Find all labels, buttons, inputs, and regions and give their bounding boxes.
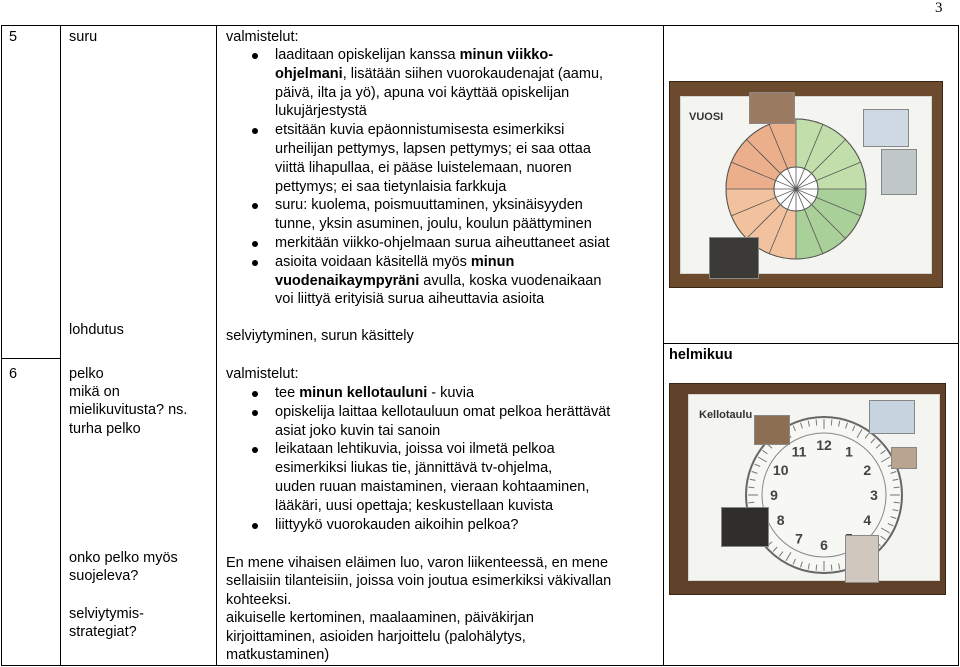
bottom-text-line-2: sellaisiin tilanteisiin, joissa voin joutua esimerkiksi väkivallan (226, 573, 612, 589)
clock-tick (894, 487, 900, 488)
protect-line-1: onko pelko myös (69, 550, 178, 566)
year-wheel-photo (669, 81, 943, 288)
clock-face-label: Kellotaulu (699, 409, 753, 421)
protect-line-2: suojeleva? (69, 568, 139, 584)
row6-topic-line-1: pelko (69, 366, 104, 382)
row6-prep-item: leikataan lehtikuvia, joissa voi ilmetä pelkoa esimerkiksi liukas tie, jännittävä tv-ohjelma, uuden ruuan maistaminen, vieraan kohtaaminen, lääkäri, uusi opettaja; keskustellaan kuvista (248, 440, 610, 515)
bottom-text-line-6: matkustaminen) (226, 647, 330, 663)
bottom-text-line-4: aikuiselle kertominen, maalaaminen, päiväkirjan (226, 610, 534, 626)
clock-tick (748, 502, 754, 503)
month-label: helmikuu (669, 347, 733, 363)
clock-number: 10 (772, 462, 789, 478)
bottom-text-line-5: kirjoittaminen, asioiden harjoittelu (palohälytys, (226, 629, 526, 645)
clock-number: 12 (816, 437, 832, 453)
row5-prep-item: suru: kuolema, poismuuttaminen, yksinäisyyden tunne, yksin asuminen, joulu, koulun päättyminen (248, 196, 610, 234)
row5-prep-label: valmistelut: (226, 29, 299, 45)
row5-prep-list (248, 46, 610, 309)
row5-coping-text: selviytyminen, surun käsittely (226, 328, 414, 344)
row5-prep-item: laaditaan opiskelijan kanssa minun viikko- ohjelmani, lisätään siihen vuorokaudenajat (aamu, päivä, ilta ja yö), apuna voi käyttää opiskelijan lukujärjestystä (248, 46, 610, 121)
clock-number: 7 (795, 530, 803, 547)
row5-prep-item: merkitään viikko-ohjelmaan surua aiheuttaneet asiat (248, 234, 610, 253)
row6-prep-item: liittyykö vuorokauden aikoihin pelkoa? (248, 516, 610, 535)
row5-comfort-label: lohdutus (69, 322, 124, 338)
clock-number: 9 (770, 487, 778, 503)
row6-number: 6 (9, 366, 18, 382)
row6-prep-item: tee minun kellotauluni - kuvia (248, 384, 610, 403)
clock-tick (894, 502, 900, 503)
clock-number: 11 (791, 443, 807, 460)
row6-prep-label: valmistelut: (226, 366, 299, 382)
clock-number: 8 (776, 512, 785, 528)
clock-tick (831, 565, 832, 571)
row6-topic-line-2: mikä on (69, 384, 120, 400)
clock-tick (748, 487, 754, 488)
strategy-line-2: strategiat? (69, 624, 137, 640)
bottom-text-line-3: kohteeksi. (226, 592, 292, 608)
bottom-text-line-1: En mene vihaisen eläimen luo, varon liikenteessä, en mene (226, 555, 609, 571)
clock-number: 4 (863, 512, 872, 528)
clock-tick (816, 419, 817, 425)
clock-number: 6 (820, 537, 828, 553)
year-wheel-label: VUOSI (689, 111, 724, 123)
row5-number: 5 (9, 29, 18, 45)
strategy-line-1: selviytymis- (69, 606, 144, 622)
clock-number: 1 (845, 443, 853, 460)
page-number: 3 (935, 0, 943, 16)
row5-topic: suru (69, 29, 98, 45)
row6-topic-line-3: mielikuvitusta? ns. (69, 402, 188, 418)
row6-prep-list (248, 384, 610, 534)
clock-number: 2 (863, 462, 872, 478)
row6-prep-item: opiskelija laittaa kellotauluun omat pelkoa herättävät asiat joko kuvin tai sanoin (248, 403, 610, 441)
clock-number: 3 (870, 487, 878, 503)
clock-face-photo (669, 383, 946, 595)
row5-prep-item: asioita voidaan käsitellä myös minun vuodenaikaympyräni avulla, koska vuodenaikaan voi liittyä erityisiä surua aiheuttavia asioita (248, 253, 610, 309)
clock-tick (831, 419, 832, 425)
row6-topic-line-4: turha pelko (69, 421, 141, 437)
clock-tick (816, 565, 817, 571)
row5-prep-item: etsitään kuvia epäonnistumisesta esimerkiksi urheilijan pettymys, lapsen pettymys; ei saa ottaa viittä lihapullaa, ei pääse luistelemaan, nuoren pettymys; ei saa tietynlaisia farkkuja (248, 121, 610, 196)
